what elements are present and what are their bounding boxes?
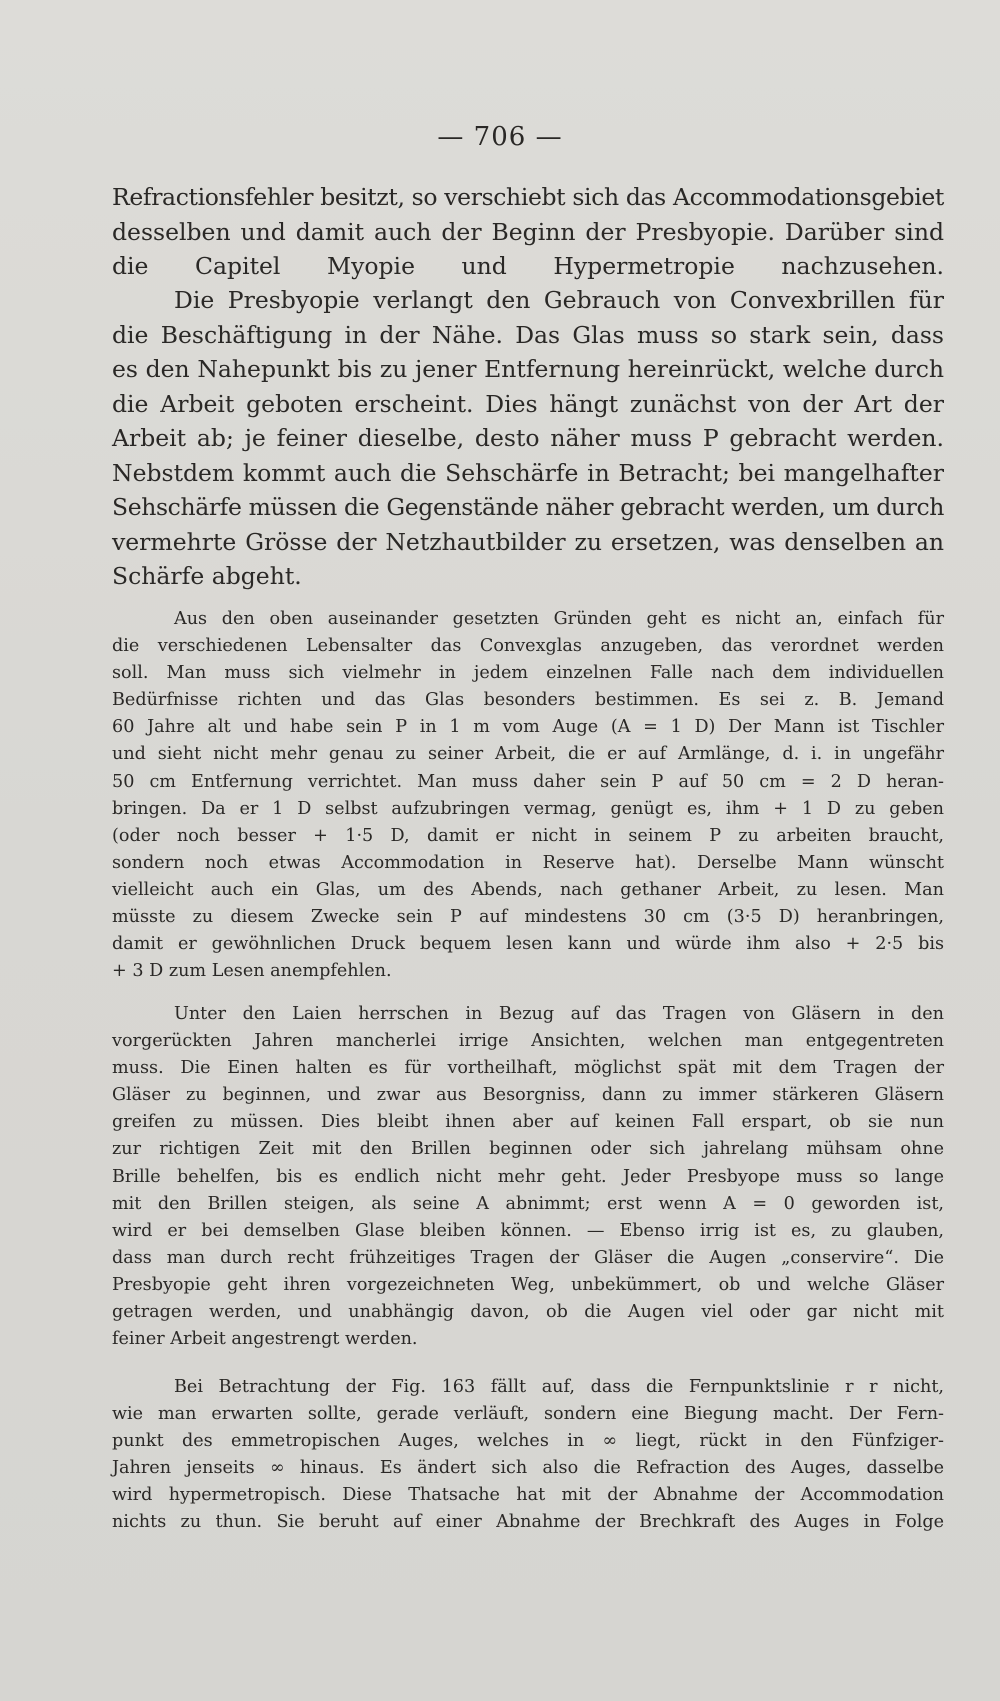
text-line: mit den Brillen steigen, als seine A abnimmt; erst wenn A = 0 geworden ist, [112,1193,944,1214]
text-line: wird er bei demselben Glase bleiben können. — Ebenso irrig ist es, zu glauben, [112,1220,944,1241]
text-line: Nebstdem kommt auch die Sehschärfe in Betracht; bei mangelhafter [112,458,944,487]
text-line: Schärfe abgeht. [112,562,302,590]
page-number: — 706 — [437,122,563,152]
text-line: Brille behelfen, bis es endlich nicht mehr geht. Jeder Presbyope muss so lange [112,1166,944,1187]
paragraph-4 [112,1001,944,1353]
text-line: greifen zu müssen. Dies bleibt ihnen aber auf keinen Fall erspart, ob sie nun [112,1112,944,1133]
text-line: damit er gewöhnlichen Druck bequem lesen kann und würde ihm also + 2·5 bis [112,934,944,955]
text-line: 60 Jahre alt und habe sein P in 1 m vom Auge (A = 1 D) Der Mann ist Tischler [112,717,944,738]
text-line: die Beschäftigung in der Nähe. Das Glas muss so stark sein, dass [112,320,944,349]
paragraph-1 [112,180,944,284]
text-line: vorgerückten Jahren mancherlei irrige Ansichten, welchen man entgegentreten [112,1031,944,1052]
text-line: zur richtigen Zeit mit den Brillen beginnen oder sich jahrelang mühsam ohne [112,1139,944,1160]
text-line: Refractionsfehler besitzt, so verschiebt sich das Accommodationsgebiet [112,183,944,211]
text-line: wie man erwarten sollte, gerade verläuft, sondern eine Biegung macht. Der Fern- [112,1404,944,1425]
text-line: feiner Arbeit angestrengt werden. [112,1329,418,1350]
text-line: (oder noch besser + 1·5 D, damit er nicht in seinem P zu arbeiten braucht, [112,825,944,846]
text-line: dass man durch recht frühzeitiges Tragen der Gläser die Augen „conservire“. Die [112,1247,944,1268]
text-line: Unter den Laien herrschen in Bezug auf das Tragen von Gläsern in den [174,1004,944,1024]
text-line: punkt des emmetropischen Auges, welches in ∞ liegt, rückt in den Fünfziger- [112,1431,944,1452]
text-line: Bedürfnisse richten und das Glas besonders bestimmen. Es sei z. B. Jemand [112,690,944,711]
paragraph-5 [112,1374,944,1537]
text-line: müsste zu diesem Zwecke sein P auf mindestens 30 cm (3·5 D) heranbringen, [112,907,944,928]
paragraph-2 [112,283,944,594]
text-line: soll. Man muss sich vielmehr in jedem einzelnen Falle nach dem individuellen [112,663,944,684]
text-line: die Arbeit geboten erscheint. Dies hängt zunächst von der Art der [112,389,944,418]
text-line: getragen werden, und unabhängig davon, ob die Augen viel oder gar nicht mit [112,1302,944,1323]
text-line: nichts zu thun. Sie beruht auf einer Abnahme der Brechkraft des Auges in Folge [112,1512,944,1533]
text-line: Arbeit ab; je feiner dieselbe, desto näher muss P gebracht werden. [112,424,944,452]
text-line: muss. Die Einen halten es für vortheilhaft, möglichst spät mit dem Tragen der [112,1058,944,1079]
text-line: Die Presbyopie verlangt den Gebrauch von Convexbrillen für [174,286,944,314]
text-line: Bei Betrachtung der Fig. 163 fällt auf, dass die Fernpunktslinie r r nicht, [174,1377,944,1397]
text-line: vermehrte Grösse der Netzhautbilder zu ersetzen, was denselben an [112,527,944,556]
text-line: die Capitel Myopie und Hypermetropie nachzusehen. [112,252,944,280]
text-line: Jahren jenseits ∞ hinaus. Es ändert sich also die Refraction des Auges, dasselbe [112,1458,944,1479]
text-line: sondern noch etwas Accommodation in Reserve hat). Derselbe Mann wünscht [112,852,944,873]
text-line: bringen. Da er 1 D selbst aufzubringen vermag, genügt es, ihm + 1 D zu geben [112,798,944,819]
text-line: die verschiedenen Lebensalter das Convexglas anzugeben, das verordnet werden [112,636,944,657]
text-line: Presbyopie geht ihren vorgezeichneten Weg, unbekümmert, ob und welche Gläser [112,1274,944,1295]
text-line: Aus den oben auseinander gesetzten Gründen geht es nicht an, einfach für [174,609,944,629]
paragraph-3 [112,606,944,985]
text-line: und sieht nicht mehr genau zu seiner Arbeit, die er auf Armlänge, d. i. in ungefähr [112,744,944,765]
text-line: desselben und damit auch der Beginn der Presbyopie. Darüber sind [112,217,944,246]
text-line: + 3 D zum Lesen anempfehlen. [112,961,392,982]
text-line: Sehschärfe müssen die Gegenstände näher gebracht werden, um durch [112,493,944,521]
text-line: es den Nahepunkt bis zu jener Entfernung hereinrückt, welche durch [112,355,944,383]
text-line: 50 cm Entfernung verrichtet. Man muss daher sein P auf 50 cm = 2 D heran- [112,771,944,792]
text-line: wird hypermetropisch. Diese Thatsache hat mit der Abnahme der Accommodation [112,1485,944,1506]
text-line: Gläser zu beginnen, und zwar aus Besorgniss, dann zu immer stärkeren Gläsern [112,1085,944,1106]
text-line: vielleicht auch ein Glas, um des Abends, nach gethaner Arbeit, zu lesen. Man [112,879,944,900]
